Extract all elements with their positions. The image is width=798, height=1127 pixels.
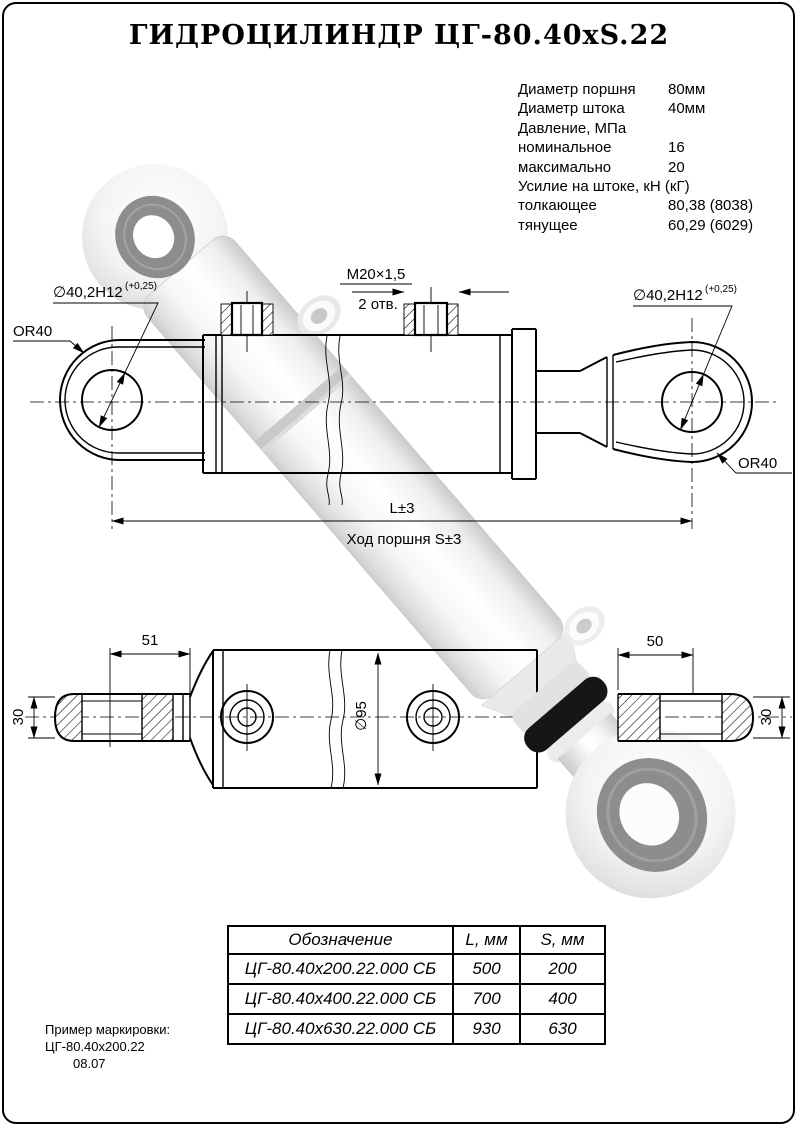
spec-label: максимально [518,158,612,176]
label-bore-left: ∅40,2H12 [53,284,123,301]
label-dim-30-left: 30 [10,708,27,726]
col-header-s: S, мм [520,926,605,954]
label-thread: M20×1,5 [346,266,406,283]
spec-label: тянущее [518,216,578,234]
col-header-designation: Обозначение [228,926,453,954]
cell-s: 630 [520,1014,605,1044]
label-bore-left-tol: (+0,25) [125,281,157,292]
cell-designation: ЦГ-80.40х200.22.000 СБ [228,954,453,984]
spec-value: 80мм [668,81,706,98]
port-boss-1 [221,303,273,335]
render-3d-upper [52,134,612,739]
plan-view-right-rod [618,633,792,741]
col-header-l: L, мм [453,926,520,954]
size-table [227,925,606,1045]
spec-label: толкающее [518,197,597,215]
cell-designation: ЦГ-80.40х400.22.000 СБ [228,984,453,1014]
table-row [228,984,605,1014]
label-dim-51: 51 [141,632,159,649]
table-row [228,1014,605,1044]
cell-l: 500 [453,954,520,984]
label-dim-50: 50 [646,633,664,650]
spec-label: Давление, МПа [518,119,627,137]
cell-s: 200 [520,954,605,984]
cell-l: 700 [453,984,520,1014]
side-view [13,266,792,548]
marking-line-2: ЦГ-80.40х200.22 [45,1039,145,1054]
cell-designation: ЦГ-80.40х630.22.000 СБ [228,1014,453,1044]
spec-label: номинальное [518,139,612,157]
table-row [228,954,605,984]
spec-value: 80,38 (8038) [668,197,754,215]
cell-l: 930 [453,1014,520,1044]
marking-line-3: 08.07 [73,1056,106,1071]
page-title: ГИДРОЦИЛИНДР ЦГ-80.40xS.22 [128,20,670,51]
label-dim-30-right: 30 [758,708,775,726]
spec-value: 60,29 (6029) [668,216,754,234]
label-thread-note: 2 отв. [358,296,398,313]
spec-value: 20 [668,158,685,176]
marking-line-1: Пример маркировки: [45,1022,171,1037]
spec-value: 40мм [668,100,706,118]
label-radius-right: OR40 [738,455,778,472]
label-dim-d95: ∅95 [353,701,370,731]
spec-value: 16 [668,139,685,157]
spec-label: Диаметр штока [518,100,625,118]
label-dim-stroke: Ход поршня S±3 [346,531,462,548]
label-dim-l: L±3 [389,500,415,517]
cell-s: 400 [520,984,605,1014]
label-bore-right: ∅40,2H12 [633,287,703,304]
label-radius-left: OR40 [13,323,53,340]
marking-example [45,1021,170,1072]
label-bore-right-tol: (+0,25) [705,284,737,295]
spec-label: Усилие на штоке, кН (кГ) [518,178,690,196]
spec-label: Диаметр поршня [518,81,636,98]
port-boss-2 [404,303,458,335]
size-table-header-row [228,926,605,954]
